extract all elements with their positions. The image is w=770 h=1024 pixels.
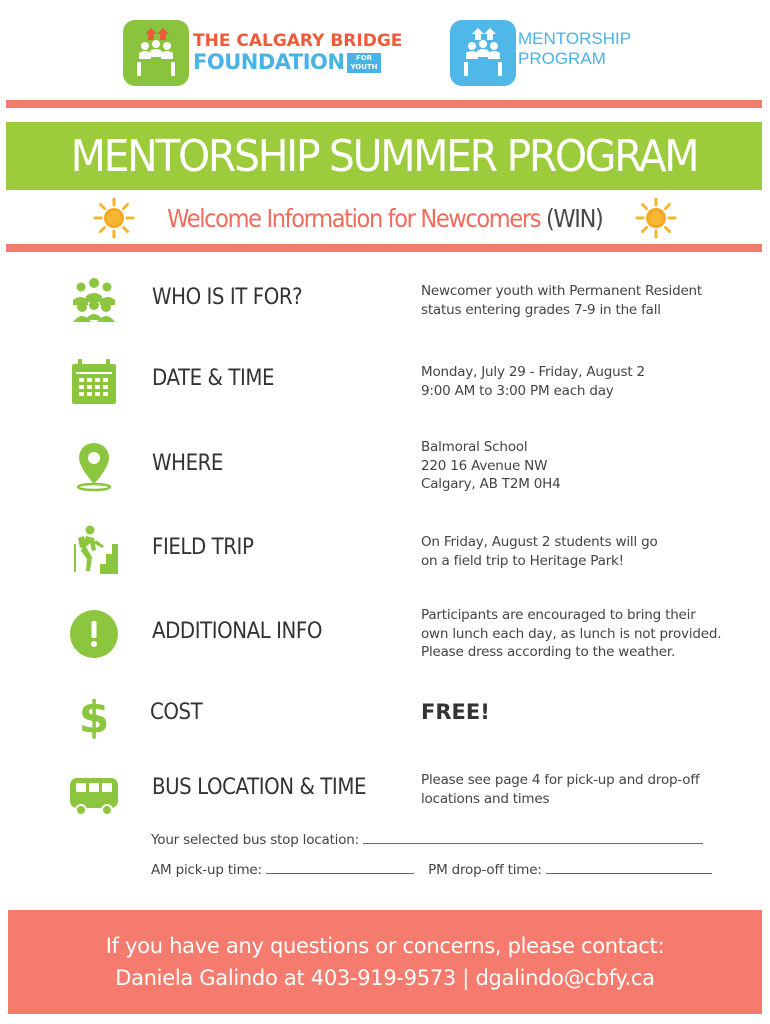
- bus-label: BUS LOCATION & TIME: [152, 775, 367, 800]
- where-label: WHERE: [152, 451, 224, 476]
- top-divider: [6, 100, 762, 108]
- am-pickup-field[interactable]: [266, 859, 414, 874]
- bus-stop-field[interactable]: [363, 829, 703, 844]
- exclamation-icon: [68, 608, 120, 660]
- cbf-line1-a: THE CALGARY: [193, 31, 325, 51]
- cbf-foundation-text: FOUNDATION: [193, 50, 345, 74]
- cbf-for-youth-tag: [347, 53, 380, 73]
- subtitle-divider: [6, 244, 762, 252]
- svg-text:$: $: [78, 692, 110, 740]
- footer-line1: If you have any questions or concerns, please contact:: [105, 934, 665, 958]
- date-label: DATE & TIME: [152, 366, 275, 391]
- map-pin-icon: [68, 440, 120, 492]
- where-detail: Balmoral School 220 16 Avenue NW Calgary, AB T2M 0H4: [421, 439, 561, 492]
- pm-dropoff-field[interactable]: [546, 859, 712, 874]
- cost-value: FREE!: [421, 700, 490, 724]
- cbf-line1-b: BRIDGE: [330, 31, 403, 51]
- mentorship-logo: [450, 20, 631, 86]
- footer-line2: Daniela Galindo at 403-919-9573 | dgalindo@cbfy.ca: [115, 966, 655, 990]
- subtitle: [167, 204, 602, 233]
- calendar-icon: [68, 356, 120, 408]
- cost-label: COST: [150, 700, 203, 725]
- bus-detail: Please see page 4 for pick-up and drop-off locations and times: [421, 772, 700, 807]
- additional-info-detail: Participants are encouraged to bring their own lunch each day, as lunch is not provided. Please dress according to the weather.: [421, 607, 722, 660]
- sun-icon-left: [93, 197, 135, 239]
- group-icon: [68, 274, 120, 326]
- subtitle-row: [0, 196, 770, 240]
- title-band: [6, 122, 762, 190]
- who-detail: Newcomer youth with Permanent Resident status entering grades 7-9 in the fall: [421, 283, 702, 318]
- subtitle-abbr: (WIN): [546, 203, 603, 233]
- pm-dropoff-label: PM drop-off time:: [428, 862, 542, 878]
- cbf-tag-for: FOR: [355, 53, 373, 62]
- contact-footer: [8, 910, 762, 1014]
- additional-info-label: ADDITIONAL INFO: [152, 619, 322, 644]
- bus-stop-line: [151, 829, 703, 848]
- who-label: WHO IS IT FOR?: [152, 285, 303, 310]
- field-trip-label: FIELD TRIP: [152, 535, 254, 560]
- mentorship-logo-mark-icon: [450, 20, 516, 86]
- sun-icon-right: [635, 197, 677, 239]
- mentorship-logo-line2: PROGRAM: [518, 49, 606, 68]
- am-pickup-label: AM pick-up time:: [151, 862, 262, 878]
- page-title: MENTORSHIP SUMMER PROGRAM: [70, 130, 698, 182]
- hiker-icon: [68, 524, 120, 576]
- dollar-icon: [68, 688, 120, 740]
- field-trip-detail: On Friday, August 2 students will go on a field trip to Heritage Park!: [421, 534, 658, 569]
- cbf-logo-mark-icon: [123, 20, 189, 86]
- subtitle-main: Welcome Information for Newcomers: [167, 203, 541, 233]
- mentorship-logo-line1: MENTORSHIP: [518, 29, 632, 48]
- cbf-tag-youth: YOUTH: [350, 62, 378, 71]
- bus-stop-label: Your selected bus stop location:: [151, 832, 359, 848]
- cbf-logo: [123, 20, 402, 86]
- times-line: [151, 859, 712, 878]
- date-detail: Monday, July 29 - Friday, August 2 9:00 AM to 3:00 PM each day: [421, 364, 645, 399]
- bus-icon: [68, 770, 120, 822]
